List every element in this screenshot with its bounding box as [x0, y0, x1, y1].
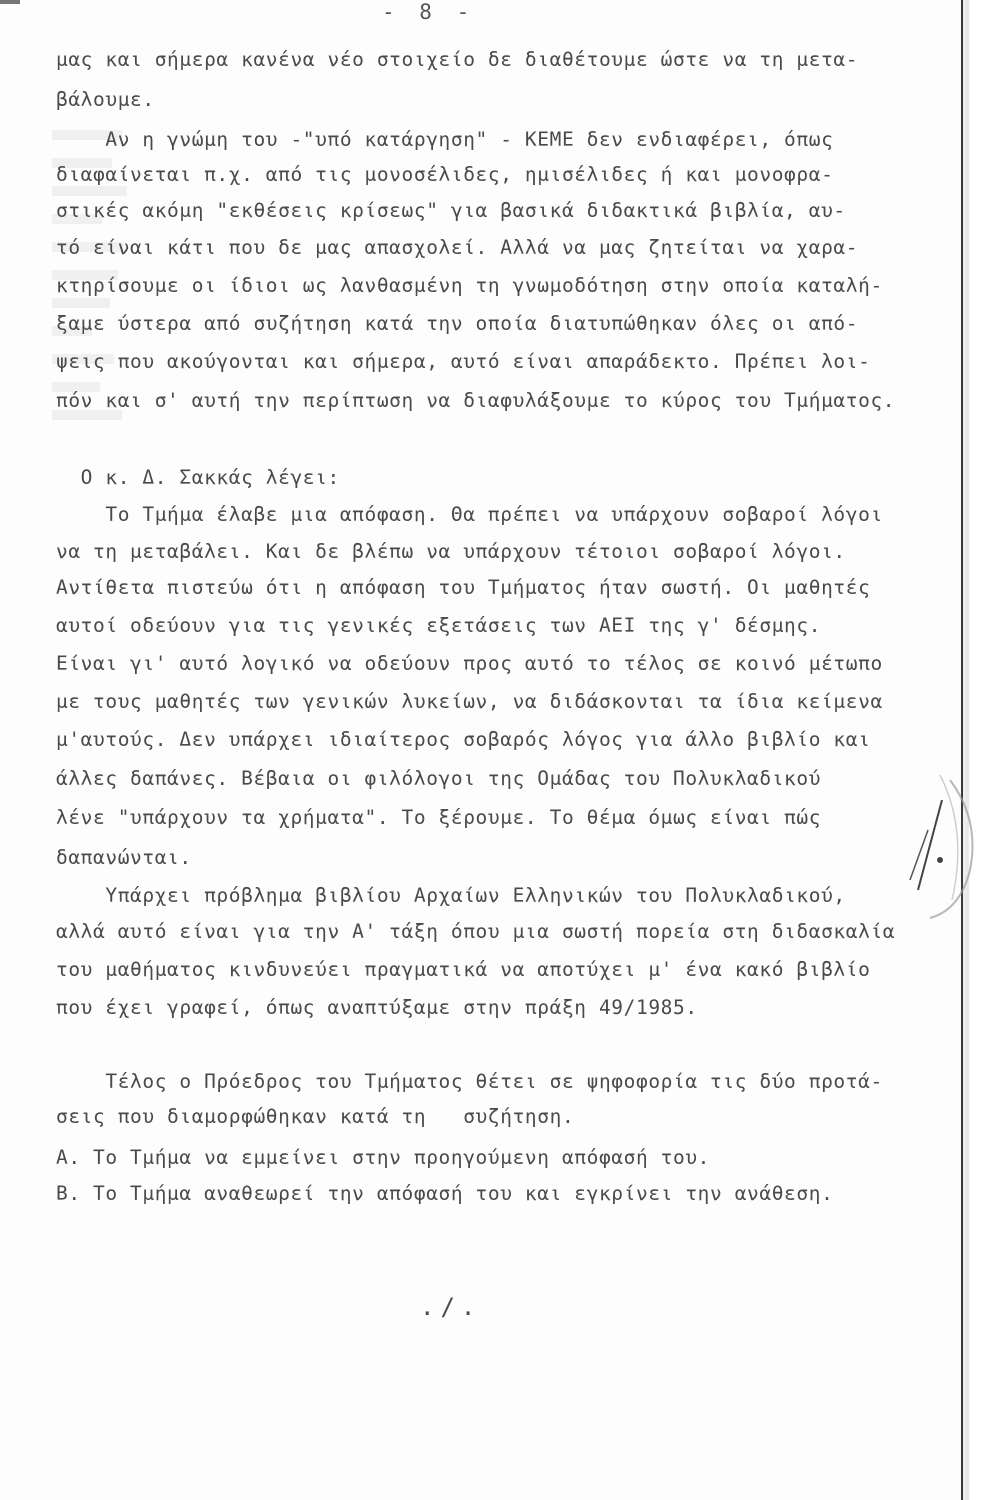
text-line: τό είναι κάτι που δε μας απασχολεί. Αλλά να μας ζητείται να χαρα- — [56, 236, 859, 259]
official-stamp — [880, 770, 980, 920]
text-line: λένε "υπάρχουν τα χρήματα". Το ξέρουμε. Το θέμα όμως είναι πώς — [56, 806, 822, 829]
text-line: δαπανώνται. — [56, 846, 192, 869]
text-line: βάλουμε. — [56, 88, 155, 111]
text-line: ξαμε ύστερα από συζήτηση κατά την οποία διατυπώθηκαν όλες οι από- — [56, 312, 859, 335]
speaker-line: Ο κ. Δ. Σακκάς λέγει: — [56, 466, 340, 489]
scan-edge-mark — [0, 0, 20, 4]
text-line: του μαθήματος κινδυνεύει πραγματικά να αποτύχει μ' ένα κακό βιβλίο — [56, 958, 871, 981]
text-line: που έχει γραφεί, όπως αναπτύξαμε στην πράξη 49/1985. — [56, 996, 698, 1019]
page-edge-line — [961, 0, 963, 1500]
text-line: στικές ακόμη "εκθέσεις κρίσεως" για βασικά διδακτικά βιβλία, αυ- — [56, 199, 846, 222]
text-line: Αν η γνώμη του -"υπό κατάργηση" - ΚΕΜΕ δεν ενδιαφέρει, όπως — [56, 128, 834, 151]
text-line: Υπάρχει πρόβλημα βιβλίου Αρχαίων Ελληνικών του Πολυκλαδικού, — [56, 884, 846, 907]
text-line: Αντίθετα πιστεύω ότι η απόφαση του Τμήματος ήταν σωστή. Οι μαθητές — [56, 576, 871, 599]
text-line: κτηρίσουμε οι ίδιοι ως λανθασμένη τη γνωμοδότηση στην οποία καταλή- — [56, 274, 883, 297]
text-line: Τέλος ο Πρόεδρος του Τμήματος θέτει σε ψηφοφορία τις δύο προτά- — [56, 1070, 883, 1093]
text-line: Είναι γι' αυτό λογικό να οδεύουν προς αυτό το τέλος σε κοινό μέτωπο — [56, 652, 883, 675]
text-line: με τους μαθητές των γενικών λυκείων, να διδάσκονται τα ίδια κείμενα — [56, 690, 883, 713]
text-line: πόν και σ' αυτή την περίπτωση να διαφυλάξουμε το κύρος του Τμήματος. — [56, 389, 896, 412]
text-line: να τη μεταβάλει. Και δε βλέπω να υπάρχουν τέτοιοι σοβαροί λόγοι. — [56, 540, 846, 563]
text-line: ψεις που ακούγονται και σήμερα, αυτό είναι απαράδεκτο. Πρέπει λοι- — [56, 350, 871, 373]
option-b-line: Β. Το Τμήμα αναθεωρεί την απόφασή του και εγκρίνει την ανάθεση. — [56, 1182, 834, 1205]
text-line: διαφαίνεται π.χ. από τις μονοσέλιδες, ημισέλιδες ή και μονοφρα- — [56, 163, 834, 186]
text-line: μ'αυτούς. Δεν υπάρχει ιδιαίτερος σοβαρός λόγος για άλλο βιβλίο και — [56, 728, 871, 751]
text-line: σεις που διαμορφώθηκαν κατά τη συζήτηση. — [56, 1105, 575, 1128]
page-binding-edge — [962, 0, 996, 1500]
continuation-mark: ./. — [420, 1293, 482, 1321]
text-line: αυτοί οδεύουν για τις γενικές εξετάσεις των ΑΕΙ της γ' δέσμης. — [56, 614, 822, 637]
option-a-line: Α. Το Τμήμα να εμμείνει στην προηγούμενη απόφασή του. — [56, 1146, 711, 1169]
text-line: άλλες δαπάνες. Βέβαια οι φιλόλογοι της Ομάδας του Πολυκλαδικού — [56, 767, 822, 790]
page-number: - 8 - — [382, 0, 476, 24]
text-line: μας και σήμερα κανένα νέο στοιχείο δε διαθέτουμε ώστε να τη μετα- — [56, 48, 859, 71]
text-line: Το Τμήμα έλαβε μια απόφαση. Θα πρέπει να υπάρχουν σοβαροί λόγοι — [56, 503, 883, 526]
text-line: αλλά αυτό είναι για την Α' τάξη όπου μια σωστή πορεία στη διδασκαλία — [56, 920, 896, 943]
